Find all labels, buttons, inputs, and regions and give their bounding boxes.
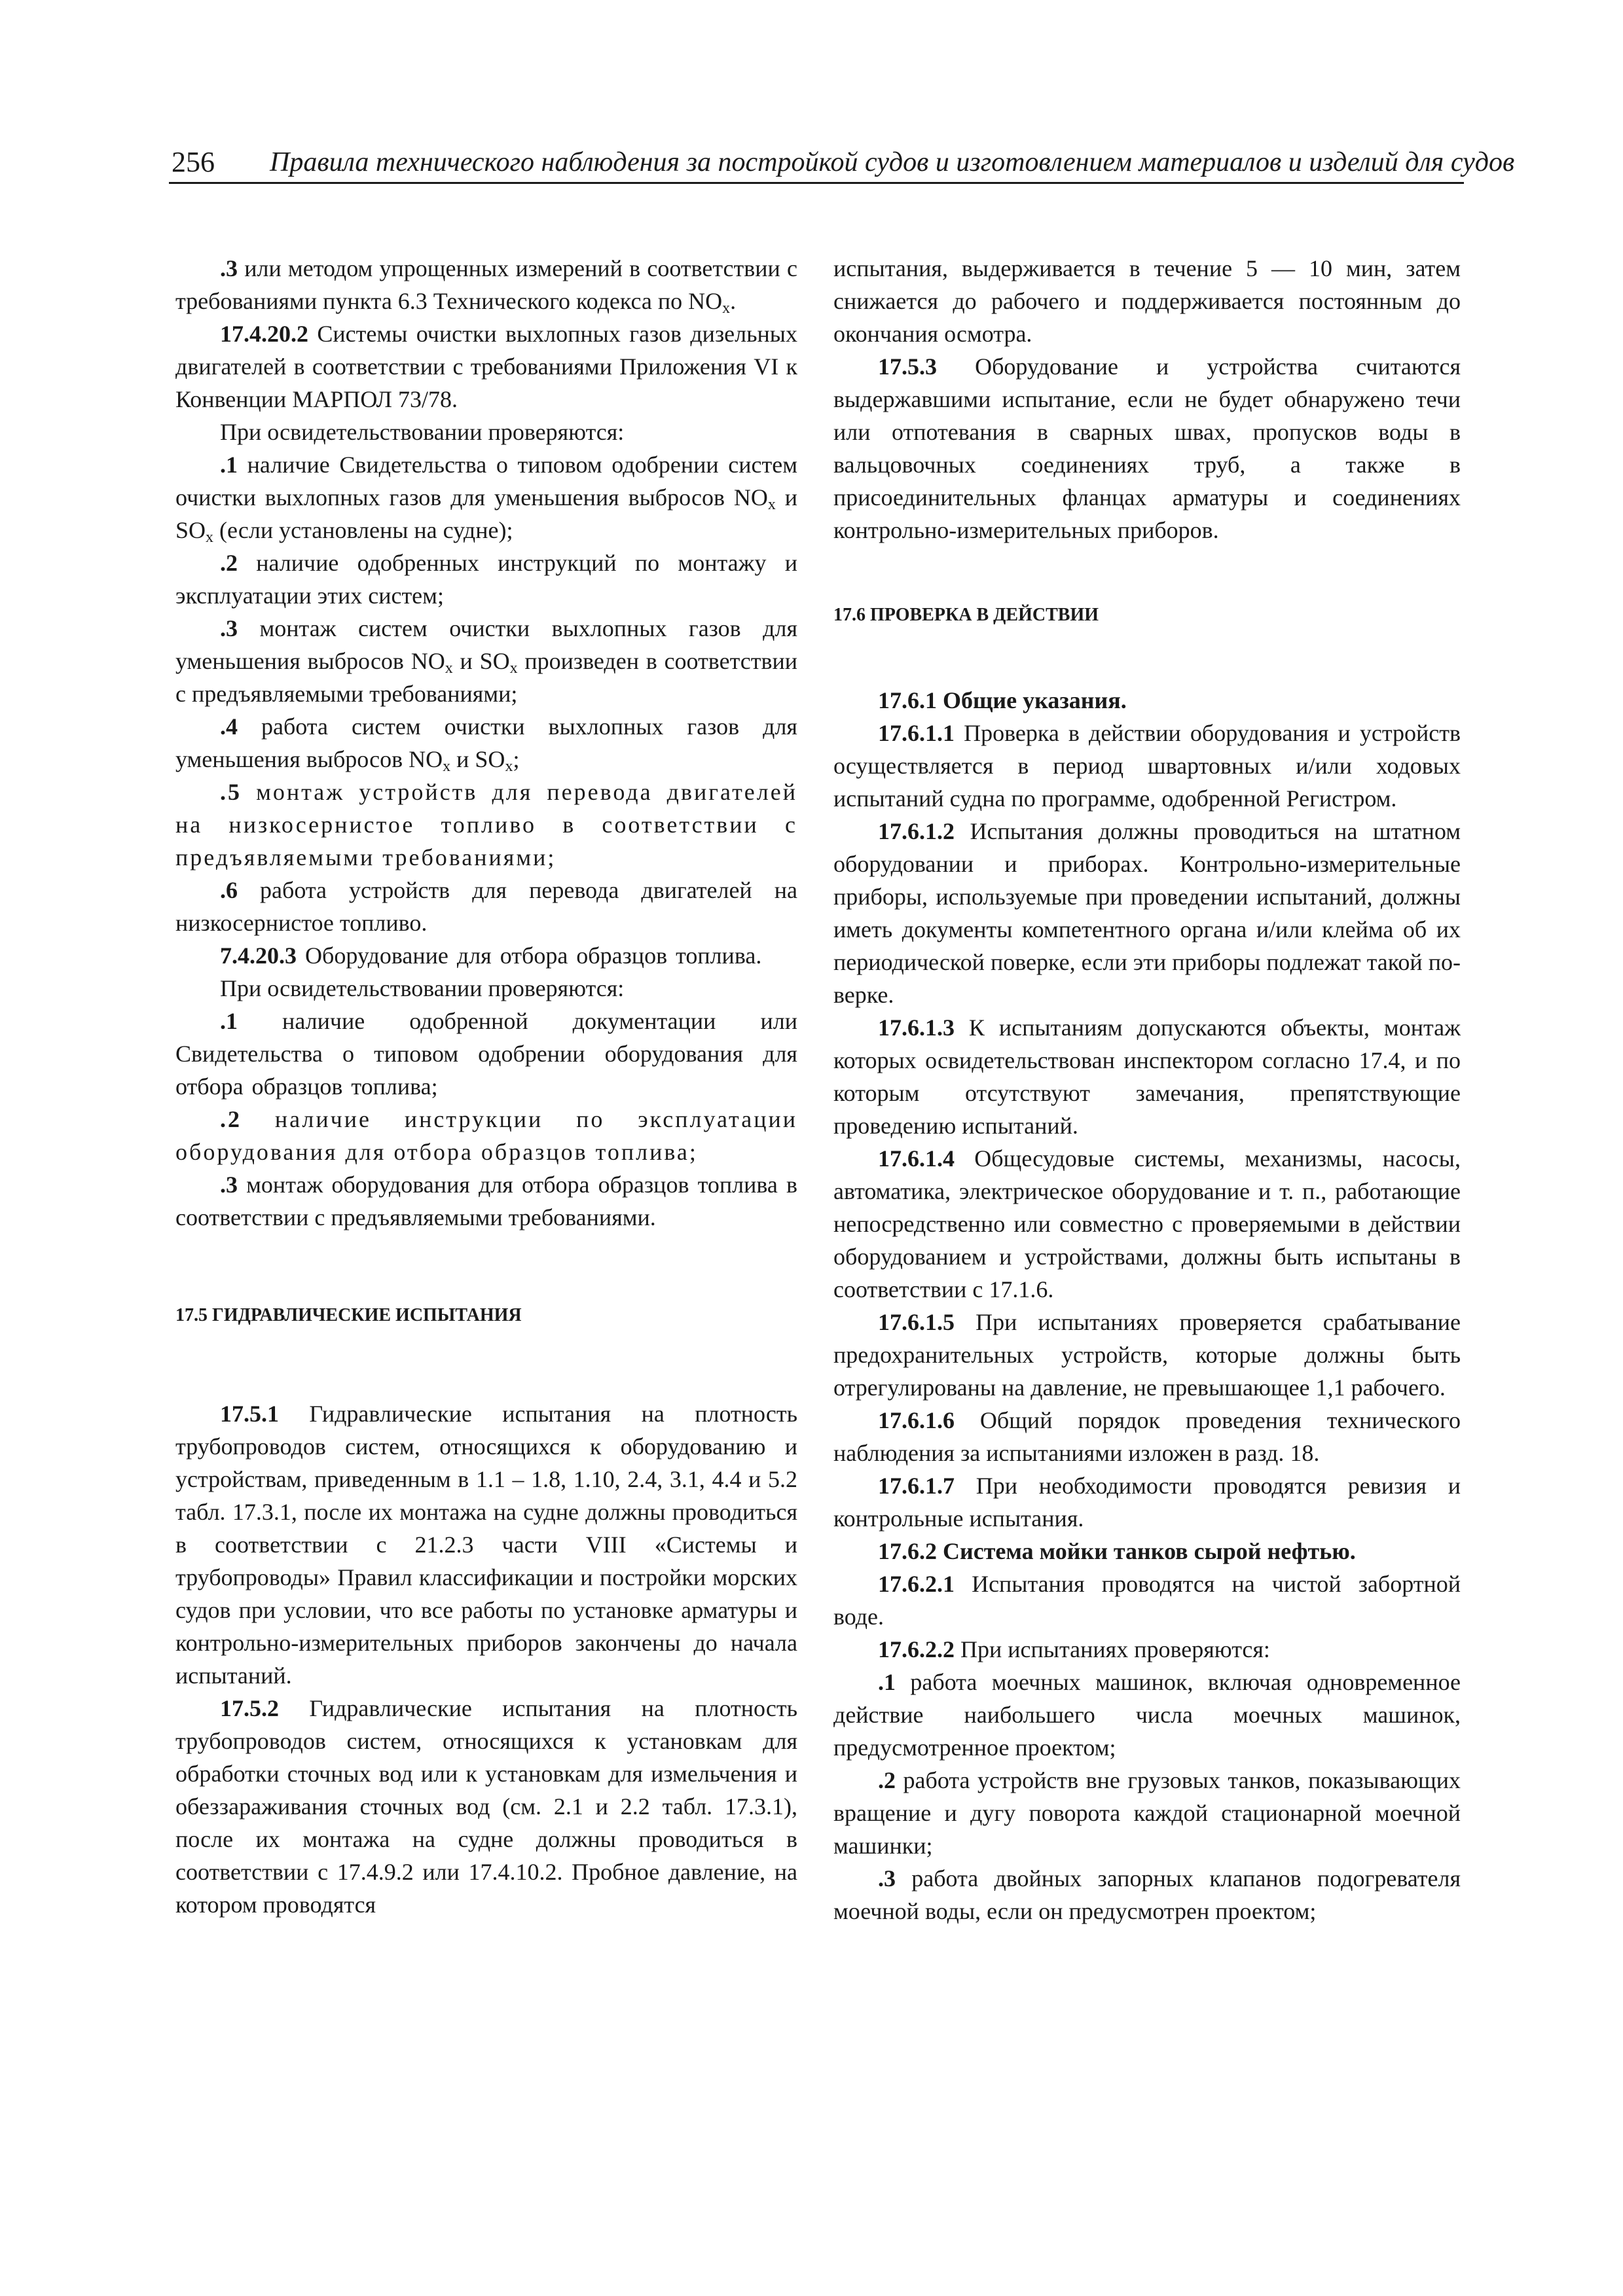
item-number: .4 xyxy=(220,713,238,740)
paragraph xyxy=(833,1666,1461,1764)
item-number: .2 xyxy=(220,1106,242,1132)
left-column xyxy=(175,252,797,1921)
item-number: .1 xyxy=(878,1669,896,1695)
paragraph-text: наличие инструкции по эксплуатации оборудования для отбора образцов топлива; xyxy=(175,1106,797,1165)
item-number: .2 xyxy=(220,550,238,576)
paragraph xyxy=(175,317,797,416)
page-number: 256 xyxy=(172,146,215,178)
paragraph-text: монтаж оборудования для отбора образцов топлива в соответствии с предъявляемыми требованиями. xyxy=(175,1172,797,1230)
item-number: .1 xyxy=(220,452,238,478)
spacer xyxy=(175,1332,797,1397)
paragraph-text: работа устройств для перевода двигателей на низкосернистое топливо. xyxy=(175,877,797,936)
clause-number: 17.6.1.3 xyxy=(878,1014,955,1041)
clause-number: 17.6.1.7 xyxy=(878,1473,955,1499)
paragraph-text: испытания, выдерживается в течение 5 — 10 мин, затем снижается до рабочего и поддерживается постоянным до окончания осмотра. xyxy=(833,255,1461,347)
paragraph-text: монтаж систем очистки выхлопных газов для уменьшения выбросов NO xyxy=(175,615,797,674)
paragraph-text: При испытаниях проверяются: xyxy=(955,1636,1270,1662)
paragraph xyxy=(175,1103,797,1168)
paragraph xyxy=(175,776,797,874)
clause-number: 17.5.2 xyxy=(220,1695,279,1721)
item-number: .5 xyxy=(220,779,242,805)
section-heading-17-6: 17.6 ПРОВЕРКА В ДЕЙСТВИИ xyxy=(833,605,1099,625)
paragraph xyxy=(833,1633,1461,1666)
paragraph-text: наличие одобренной документации или Свидетельства о типовом одобрении оборудования для отбора образцов топлива; xyxy=(175,1008,797,1100)
item-number: .3 xyxy=(220,1172,238,1198)
paragraph-text: наличие Свидетельства о типовом одобрении систем очистки выхлопных газов для уменьшения выбросов NO xyxy=(175,452,797,511)
item-number: .3 xyxy=(878,1865,896,1892)
paragraph-text: Системы очистки выхлопных газов дизельных двигателей в соответствии с требованиями Приложения VI к Конвенции МАРПОЛ 73/78. xyxy=(175,321,797,412)
paragraph xyxy=(175,252,797,317)
clause-number: 17.6.1.6 xyxy=(878,1407,955,1433)
clause-number: 17.6.1.4 xyxy=(878,1145,955,1172)
paragraph-text: Гидравлические испытания на плотность трубопроводов систем, относящихся к установкам для обработки сточных вод или к установкам для измельчения и обеззараживания сточных вод (см. 2.1 и 2.2 табл. 17.3.1), после их монтажа на судне должны проводиться в соответствии с 17.4.9.2 или 17.4.10.2. Пробное давление, на котором проводятся xyxy=(175,1695,797,1918)
subscript: x xyxy=(443,758,451,775)
paragraph xyxy=(833,717,1461,815)
running-title: Правила технического наблюдения за постройкой судов и изготовлением материалов и изделий для судов xyxy=(270,147,1515,177)
clause-number: 7.4.20.3 xyxy=(220,942,297,969)
subscript: x xyxy=(722,300,731,317)
right-column xyxy=(833,252,1461,1928)
paragraph-text: При освидетельствовании проверяются: xyxy=(220,975,625,1001)
paragraph-text: (если установлены на судне); xyxy=(213,517,513,543)
subsection-title xyxy=(833,684,1461,717)
paragraph-text: Проверка в действии оборудования и устройств осуществляется в период швартовных и/или ходовых испытаний судна по программе, одобренной Регистром. xyxy=(833,720,1461,812)
paragraph-text: При испытаниях проверяется срабатывание предохранительных устройств, которые должны быть отрегулированы на давление, не превышающее 1,1 рабочего. xyxy=(833,1309,1461,1401)
paragraph xyxy=(175,874,797,939)
paragraph xyxy=(175,710,797,776)
clause-number: 17.6.2.2 xyxy=(878,1636,955,1662)
clause-number: 17.6.1.2 xyxy=(878,818,955,844)
spacer xyxy=(175,1234,797,1299)
paragraph-text: Испытания проводятся на чистой забортной воде. xyxy=(833,1571,1461,1630)
paragraph xyxy=(833,350,1461,547)
paragraph-text: Оборудование для отбора образцов топлива. xyxy=(297,942,762,969)
paragraph-text: При освидетельствовании проверяются: xyxy=(220,419,625,445)
item-number: .2 xyxy=(878,1767,896,1793)
subscript: x xyxy=(767,496,776,513)
paragraph-text: . xyxy=(730,288,737,314)
paragraph-text: ; xyxy=(513,746,520,772)
paragraph-text: произведен в соответствии с предъявляемыми требованиями; xyxy=(175,648,797,707)
paragraph-text: и SO xyxy=(450,746,505,772)
subscript: x xyxy=(445,660,453,677)
paragraph xyxy=(175,939,797,972)
paragraph xyxy=(833,1568,1461,1633)
paragraph-text: и SO xyxy=(452,648,510,674)
paragraph xyxy=(833,1011,1461,1142)
clause-number: 17.6.2.1 xyxy=(878,1571,955,1597)
paragraph-text: монтаж устройств для перевода двигателей на низкосернистое топливо в соответствии с предъявляемыми требованиями; xyxy=(175,779,797,870)
paragraph-text: и SO xyxy=(175,484,797,543)
paragraph xyxy=(833,815,1461,1011)
paragraph-text: Общий порядок проведения технического наблюдения за испытаниями изложен в разд. 18. xyxy=(833,1407,1461,1466)
paragraph xyxy=(833,1404,1461,1469)
paragraph xyxy=(175,547,797,612)
clause-number: 17.5.1 xyxy=(220,1401,279,1427)
clause-number: 17.5.3 xyxy=(878,353,937,380)
paragraph xyxy=(833,1764,1461,1862)
clause-number: 17.6.1.1 xyxy=(878,720,955,746)
spacer xyxy=(833,547,1461,599)
item-number: .1 xyxy=(220,1008,238,1034)
paragraph xyxy=(175,416,797,448)
paragraph xyxy=(833,1142,1461,1306)
paragraph xyxy=(175,612,797,710)
spacer xyxy=(833,632,1461,684)
paragraph-text: К испытаниям допускаются объекты, монтаж которых освидетельствован инспектором согласно 17.4, и по которым отсутствуют замечания, препятствующие проведению испытаний. xyxy=(833,1014,1461,1139)
clause-number: 17.6.1 Общие указания. xyxy=(878,687,1127,713)
paragraph-text: наличие одобренных инструкций по монтажу и эксплуатации этих систем; xyxy=(175,550,797,609)
paragraph xyxy=(175,1397,797,1692)
paragraph-text: Общесудовые системы, механизмы, насосы, автоматика, электрическое оборудование и т. п., работающие непосредственно или совместно с проверяемыми в действии оборудованием и устройствами, должны быть испытаны в соответствии с 17.1.6. xyxy=(833,1145,1461,1302)
section-heading-17-5: 17.5 ГИДРАВЛИЧЕСКИЕ ИСПЫТАНИЯ xyxy=(175,1305,522,1325)
header-rule xyxy=(169,182,1464,184)
paragraph xyxy=(175,1168,797,1234)
subscript: x xyxy=(206,529,214,546)
subscript: x xyxy=(509,660,518,677)
subsection-title xyxy=(833,1535,1461,1568)
item-number: .6 xyxy=(220,877,238,903)
paragraph xyxy=(833,1862,1461,1928)
paragraph-text: работа двойных запорных клапанов подогревателя моечной воды, если он предусмотрен проектом; xyxy=(833,1865,1461,1924)
paragraph xyxy=(833,1306,1461,1404)
paragraph-text: При необходимости проводятся ревизия и контрольные испытания. xyxy=(833,1473,1461,1532)
paragraph-text: работа моечных машинок, включая одновременное действие наибольшего числа моечных машинок, предусмотренное проектом; xyxy=(833,1669,1461,1761)
paragraph xyxy=(833,1469,1461,1535)
paragraph-text: или методом упрощенных измерений в соответствии с требованиями пункта 6.3 Технического кодекса по NO xyxy=(175,255,797,314)
paragraph-text: Испытания должны проводиться на штатном оборудовании и приборах. Контрольно-измерительные приборы, используемые при проведении испытаний, должны иметь документы компетентного органа и/или клейма об их периодической поверке, если эти приборы подлежат такой поверке. xyxy=(833,818,1461,1008)
item-number: .3 xyxy=(220,255,238,281)
paragraph-text: Гидравлические испытания на плотность трубопроводов систем, относящихся к оборудованию и устройствам, приведенным в 1.1 – 1.8, 1.10, 2.4, 3.1, 4.4 и 5.2 табл. 17.3.1, после их монтажа на судне должны проводиться в соответствии с 21.2.3 части VIII «Системы и трубопроводы» Правил классификации и постройки морских судов при условии, что все работы по установке арматуры и контрольно-измерительных приборов закончены до начала испытаний. xyxy=(175,1401,797,1689)
paragraph-text: Оборудование и устройства считаются выдержавшими испытание, если не будет обнаружено течи или отпотевания в сварных швах, пропусков воды в вальцовочных соединениях труб, а также в присоединительных фланцах арматуры и соединениях контрольно-измерительных приборов. xyxy=(833,353,1461,543)
clause-number: 17.6.1.5 xyxy=(878,1309,955,1335)
paragraph xyxy=(833,252,1461,350)
paragraph xyxy=(175,972,797,1005)
clause-number: 17.4.20.2 xyxy=(220,321,308,347)
clause-number: 17.6.2 Система мойки танков сырой нефтью. xyxy=(878,1538,1356,1564)
paragraph xyxy=(175,1692,797,1921)
paragraph xyxy=(175,448,797,547)
paragraph xyxy=(175,1005,797,1103)
subscript: x xyxy=(505,758,513,775)
paragraph-text: работа систем очистки выхлопных газов для уменьшения выбросов NO xyxy=(175,713,797,772)
paragraph-text: работа устройств вне грузовых танков, показывающих вращение и дугу поворота каждой стационарной моечной машинки; xyxy=(833,1767,1461,1859)
item-number: .3 xyxy=(220,615,238,641)
